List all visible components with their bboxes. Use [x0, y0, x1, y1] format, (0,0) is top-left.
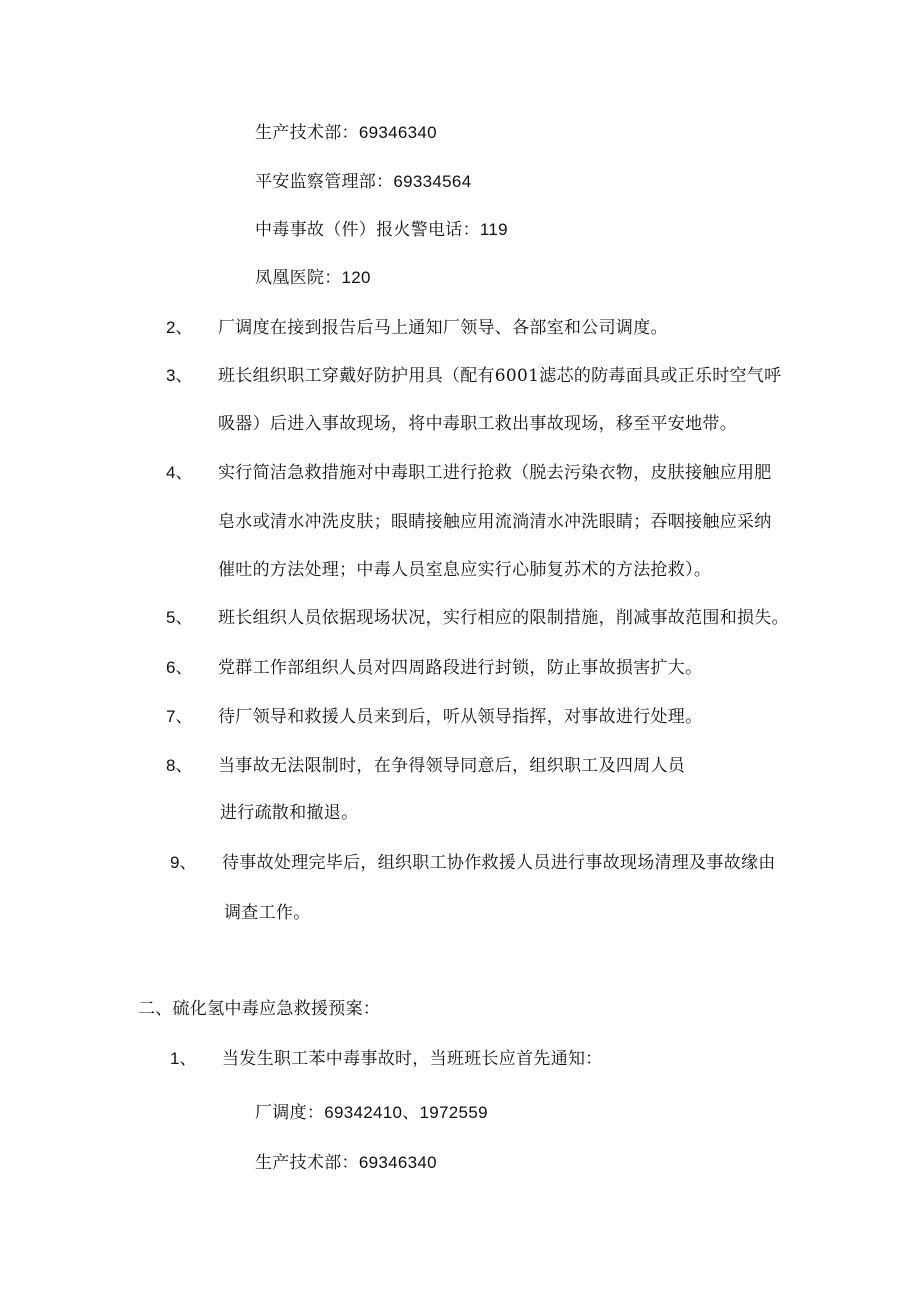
step-text: 当事故无法限制时，在争得领导同意后，组织职工及四周人员 — [218, 756, 686, 776]
step-number: 4、 — [166, 463, 193, 482]
step-text: 厂调度在接到报告后马上通知厂领导、各部室和公司调度。 — [218, 318, 668, 338]
step-number: 5、 — [166, 608, 193, 627]
contact-line: 厂调度：69342410、1972559 — [255, 1103, 488, 1123]
contact-line: 生产技术部：69346340 — [255, 1153, 437, 1173]
step-number: 3、 — [166, 366, 193, 385]
step-number: 6、 — [166, 658, 193, 677]
step-text: 催吐的方法处理；中毒人员室息应实行心肺复苏术的方法抢救）。 — [218, 560, 712, 580]
step-text: 吸器）后进入事故现场，将中毒职工救出事故现场，移至平安地带。 — [218, 414, 737, 434]
section-title: 二、硫化氢中毒应急救援预案： — [138, 999, 381, 1019]
step-text: 皂水或清水冲洗皮肤；眼睛接触应用流淌清水冲洗眼睛；吞咽接触应采纳 — [218, 512, 772, 532]
contact-line: 平安监察管理部：69334564 — [255, 172, 472, 192]
contact-line: 凤凰医院：120 — [255, 268, 371, 288]
contact-line: 生产技术部：69346340 — [255, 123, 437, 143]
step-number: 8、 — [166, 756, 193, 775]
contact-line: 中毒事故（件）报火警电话：119 — [255, 220, 508, 240]
step-text: 实行简洁急救措施对中毒职工进行抢救（脱去污染衣物，皮肤接触应用肥 — [218, 463, 772, 483]
step-number: 1、 — [170, 1049, 197, 1068]
step-text: 调查工作。 — [224, 903, 311, 923]
step-text: 党群工作部组织人员对四周路段进行封锁，防止事故损害扩大。 — [218, 658, 703, 678]
step-text: 待事故处理完毕后，组织职工协作救援人员进行事故现场清理及事故缘由 — [222, 853, 776, 873]
step-text: 班长组织职工穿戴好防护用具（配有6001滤芯的防毒面具或正乐时空气呼 — [218, 366, 782, 386]
step-text: 进行疏散和撤退。 — [220, 803, 359, 823]
step-number: 2、 — [166, 318, 193, 337]
step-text: 待厂领导和救援人员来到后，听从领导指挥，对事故进行处理。 — [218, 707, 703, 727]
step-text: 当发生职工苯中毒事故时，当班班长应首先通知： — [222, 1049, 603, 1069]
step-number: 9、 — [170, 853, 197, 872]
step-number: 7、 — [166, 707, 193, 726]
step-text: 班长组织人员依据现场状况，实行相应的限制措施，削减事故范围和损失。 — [218, 608, 789, 628]
